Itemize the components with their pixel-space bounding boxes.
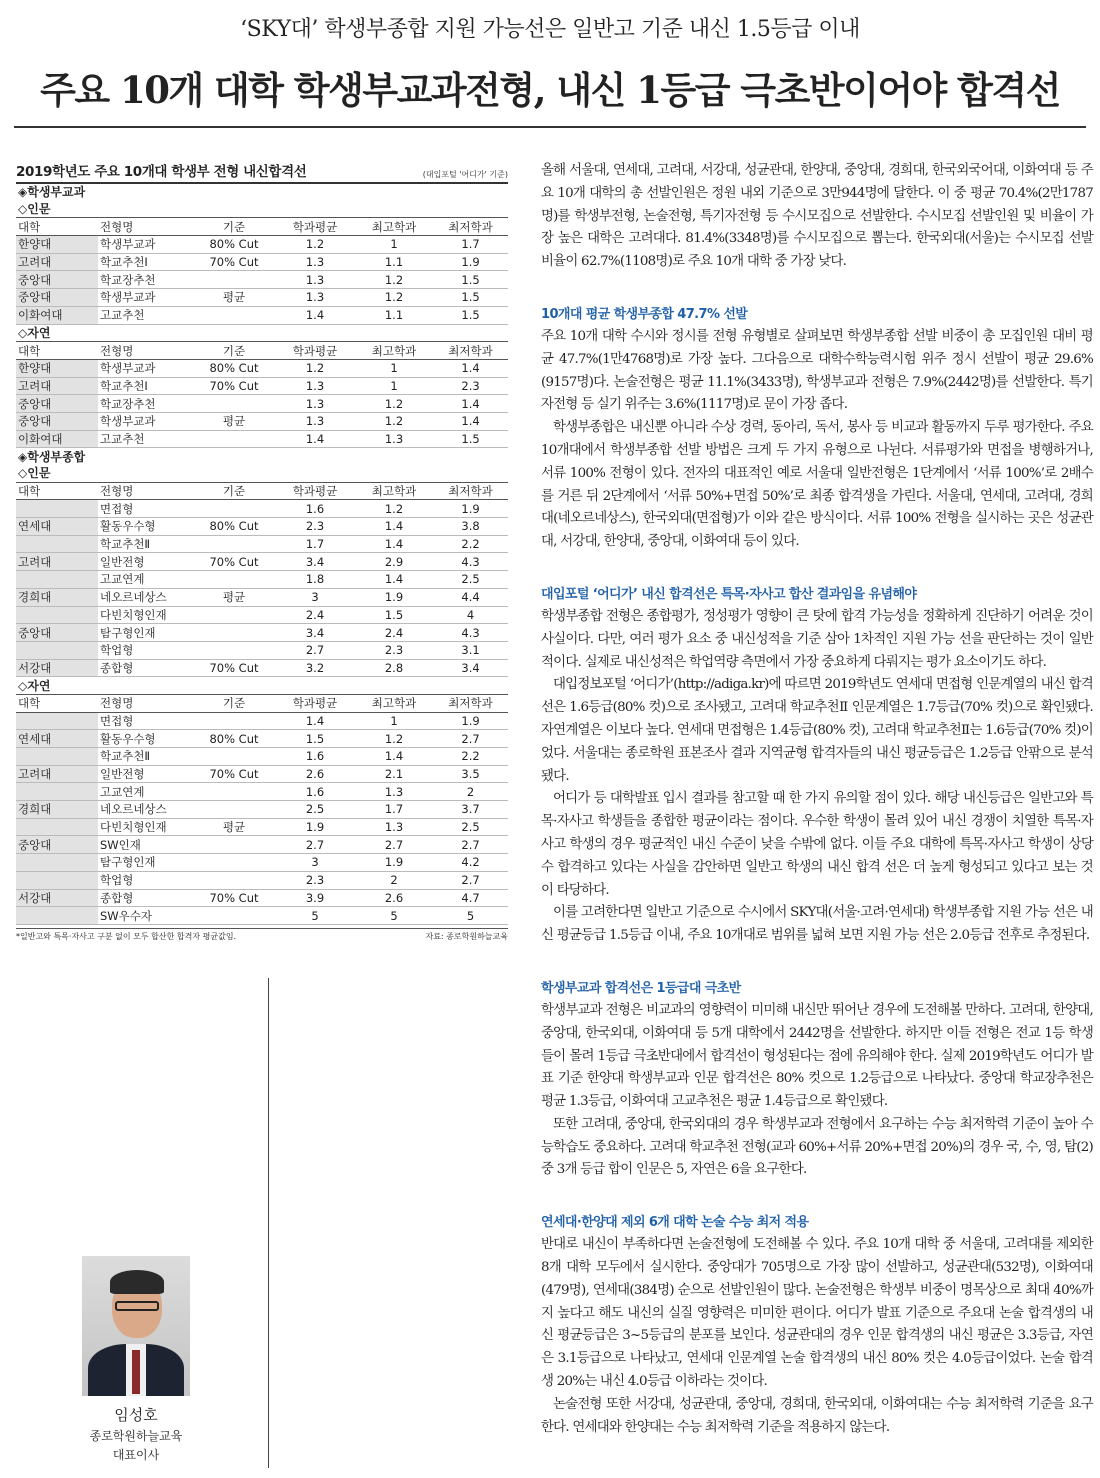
average-cell: 1.6 [275,748,355,766]
criterion-cell: 80% Cut [193,730,275,748]
article-paragraph: 논술전형 또한 서강대, 성균관대, 중앙대, 경희대, 한국외대, 이화여대는 수능 최저학력 기준을 요구한다. 연세대와 한양대는 수능 최저학력 기준을 적용하지 않는다. [541,1396,1093,1435]
university-cell [16,571,98,589]
university-cell [16,748,98,766]
criterion-cell [193,395,275,413]
table-row [16,518,508,536]
criterion-cell: 평균 [193,818,275,836]
criterion-cell: 평균 [193,412,275,430]
track-cell: 학생부교과 [98,412,193,430]
column-header: 전형명 [98,218,193,236]
university-cell: 한양대 [16,359,98,377]
table-row [16,659,508,677]
lowest-cell: 1.9 [433,500,508,518]
highest-cell: 2.1 [355,765,433,783]
column-header: 최고학과 [355,694,433,712]
headline-main: 주요 10개 대학 학생부교과전형, 내신 1등급 극초반이어야 합격선 [40,68,1060,112]
author-name: 임성호 [114,1406,158,1424]
column-header: 최저학과 [433,482,508,500]
average-cell: 3.9 [275,889,355,907]
highest-cell: 2.6 [355,889,433,907]
track-cell: 고교연계 [98,783,193,801]
article-subheading: 대입포털 ‘어디가’ 내신 합격선은 특목·자사고 합산 결과임을 유념해야 [541,586,917,602]
group-row [16,324,508,342]
university-cell: 중앙대 [16,271,98,289]
highest-cell: 1.9 [355,854,433,872]
column-header: 전형명 [98,482,193,500]
group-row [16,465,508,482]
lowest-cell: 2.5 [433,571,508,589]
column-header: 학과평균 [275,342,355,360]
highest-cell: 1.9 [355,588,433,606]
track-cell: SW인재 [98,836,193,854]
highest-cell: 5 [355,907,433,925]
highest-cell: 2 [355,871,433,889]
lowest-cell: 1.4 [433,412,508,430]
criterion-cell [193,907,275,925]
lowest-cell: 4.3 [433,553,508,571]
headline-sub: ‘SKY대’ 학생부종합 지원 가능선은 일반고 기준 내신 1.5등급 이내 [240,17,860,42]
criterion-cell [193,271,275,289]
criterion-cell: 80% Cut [193,359,275,377]
column-header: 학과평균 [275,218,355,236]
average-cell: 1.9 [275,818,355,836]
article-paragraph: 학생부교과 전형은 비교과의 영향력이 미미해 내신만 뛰어난 경우에 도전해볼 만하다. 고려대, 한양대, 중앙대, 한국외대, 이화여대 등 5개 대학에서 2442명을 선발한다. 하지만 이들 전형은 전교 1등 학생들이 몰려 1등급 극초반대에서 합격선이 형성된다는 점에 유의해야 한다. 실제 2019학년도 어디가 발표 기준 한양대 학생부교과 인문 합격선은 80% 컷으로 1.2등급으로 나타났다. 중앙대 학교장추천은 평균 1.3등급, 이화여대 고교추천은 평균 1.4등급으로 확인됐다. [541,1002,1093,1110]
lowest-cell: 4.3 [433,624,508,642]
section-row [16,448,508,465]
table-row [16,271,508,289]
track-cell: 학교추천Ⅰ [98,253,193,271]
track-cell: 일반전형 [98,553,193,571]
track-cell: 학생부교과 [98,359,193,377]
lowest-cell: 1.5 [433,306,508,324]
criterion-cell: 70% Cut [193,253,275,271]
table-row [16,712,508,730]
table-row [16,289,508,307]
article-subheading: 10개대 평균 학생부종합 47.7% 선발 [541,306,748,322]
average-cell: 1.3 [275,412,355,430]
author-title: 대표이사 [112,1448,160,1462]
university-cell: 연세대 [16,518,98,536]
track-cell: 다빈치형인재 [98,606,193,624]
highest-cell: 1.3 [355,783,433,801]
table-row [16,748,508,766]
track-cell: 학생부교과 [98,236,193,254]
criterion-cell [193,801,275,819]
lowest-cell: 2.7 [433,871,508,889]
university-cell: 경희대 [16,588,98,606]
article-paragraph: 이를 고려한다면 일반고 기준으로 수시에서 SKY대(서울·고려·연세대) 학생부종합 지원 가능 선은 내신 평균등급 1.5등급 이내, 주요 10개대로 범위를 넓혀 보면 지원 가능 선은 2.0등급 전후로 추정된다. [541,905,1093,944]
criterion-cell [193,783,275,801]
highest-cell: 1.4 [355,535,433,553]
highest-cell: 1.5 [355,606,433,624]
table-row [16,641,508,659]
column-header: 최고학과 [355,482,433,500]
table-row [16,236,508,254]
criterion-cell [193,500,275,518]
average-cell: 2.7 [275,836,355,854]
table-row [16,854,508,872]
university-cell [16,712,98,730]
track-cell: 면접형 [98,712,193,730]
lowest-cell: 2.2 [433,535,508,553]
section-label: ◈학생부종합 [18,449,86,464]
column-header: 학과평균 [275,694,355,712]
column-header: 최저학과 [433,218,508,236]
group-row [16,677,508,695]
group-label: ◇인문 [18,466,51,481]
lowest-cell: 2.2 [433,748,508,766]
university-cell [16,641,98,659]
table-row [16,624,508,642]
track-cell: 학교추천Ⅱ [98,535,193,553]
track-cell: 고교연계 [98,571,193,589]
article-body [541,160,1093,1439]
column-header: 최저학과 [433,342,508,360]
track-cell: 다빈치형인재 [98,818,193,836]
article-subheading: 학생부교과 합격선은 1등급대 극초반 [541,980,741,996]
university-cell: 연세대 [16,730,98,748]
university-cell [16,500,98,518]
lowest-cell: 4.7 [433,889,508,907]
average-cell: 1.2 [275,236,355,254]
highest-cell: 2.4 [355,624,433,642]
lowest-cell: 3.7 [433,801,508,819]
lowest-cell: 3.8 [433,518,508,536]
table-row [16,889,508,907]
track-cell: 학교장추천 [98,271,193,289]
average-cell: 1.3 [275,271,355,289]
university-cell: 고려대 [16,377,98,395]
table-credit: 자료: 종로학원하늘교육 [425,931,508,941]
university-cell: 경희대 [16,801,98,819]
average-cell: 1.4 [275,306,355,324]
column-header: 전형명 [98,342,193,360]
column-header: 대학 [16,482,98,500]
university-cell: 서강대 [16,659,98,677]
lowest-cell: 1.4 [433,359,508,377]
table-source-note: (대입포털 '어디가' 기준) [422,170,508,179]
column-header: 대학 [16,342,98,360]
track-cell: 네오르네상스 [98,588,193,606]
criterion-cell: 평균 [193,289,275,307]
university-cell [16,854,98,872]
track-cell: SW우수자 [98,907,193,925]
criterion-cell [193,430,275,448]
article-subheading: 연세대·한양대 제외 6개 대학 논술 수능 최저 적용 [541,1215,809,1231]
average-cell: 1.3 [275,395,355,413]
column-header: 최고학과 [355,342,433,360]
header-row [16,694,508,712]
section-label: ◈학생부교과 [18,185,86,200]
average-cell: 3 [275,854,355,872]
track-cell: 종합형 [98,659,193,677]
table-row [16,571,508,589]
column-header: 학과평균 [275,482,355,500]
header-row [16,218,508,236]
average-cell: 1.6 [275,783,355,801]
average-cell: 2.3 [275,871,355,889]
university-cell [16,871,98,889]
average-cell: 1.3 [275,289,355,307]
table-row [16,359,508,377]
criterion-cell: 70% Cut [193,889,275,907]
average-cell: 1.4 [275,712,355,730]
table-body [16,184,508,924]
column-header: 기준 [193,482,275,500]
table-row [16,606,508,624]
highest-cell: 2.9 [355,553,433,571]
criterion-cell [193,836,275,854]
average-cell: 3 [275,588,355,606]
lowest-cell: 4 [433,606,508,624]
average-cell: 1.7 [275,535,355,553]
table-row [16,783,508,801]
article-paragraph: 주요 10개 대학 수시와 정시를 전형 유형별로 살펴보면 학생부종합 선발 비중이 총 모집인원 대비 평균 47.7%(1만4768명)로 가장 높다. 그다음으로 대학수학능력시험 위주 정시 선발이 평균 29.6%(9157명)다. 논술전형은 평균 11.1%(3433명), 학생부교과 전형은 7.9%(2442명)를 선발한다. 특기자전형 등 실기 위주는 3.6%(1117명)로 문이 가장 좁다. [541,328,1093,413]
admission-table-block [16,160,508,942]
highest-cell: 1 [355,712,433,730]
highest-cell: 1 [355,377,433,395]
table-row [16,500,508,518]
average-cell: 1.2 [275,359,355,377]
group-label: ◇인문 [18,202,51,217]
column-header: 기준 [193,342,275,360]
track-cell: 탐구형인재 [98,624,193,642]
highest-cell: 1.4 [355,571,433,589]
criterion-cell [193,641,275,659]
table-row [16,801,508,819]
track-cell: 학교추천Ⅰ [98,377,193,395]
article-paragraph: 학생부종합은 내신뿐 아니라 수상 경력, 동아리, 독서, 봉사 등 비교과 활동까지 두루 평가한다. 주요 10개대에서 학생부종합 선발 방법은 크게 두 가지 유형으로 나뉜다. 서류평가와 면접을 병행하거나, 서류 100% 전형이 있다. 전자의 대표적인 예로 서울대 일반전형은 1단계에서 ‘서류 100%’로 2배수를 거른 뒤 2단계에서 ‘서류 50%+면접 50%’로 최종 합격생을 가린다. 서울대, 연세대, 고려대, 경희대(네오르네상스), 한국외대(면접형)가 이와 같은 방식이다. 서류 100% 전형을 실시하는 곳은 성균관대, 서강대, 한양대, 중앙대, 이화여대 등이 있다. [541,420,1093,550]
track-cell: 학교장추천 [98,395,193,413]
lowest-cell: 3.4 [433,659,508,677]
university-cell: 이화여대 [16,306,98,324]
lowest-cell: 1.5 [433,271,508,289]
article-paragraph: 어디가 등 대학발표 입시 결과를 참고할 때 한 가지 유의할 점이 있다. 해당 내신등급은 일반고와 특목·자사고 학생들을 종합한 평균이라는 점이다. 우수한 학생이 몰려 있어 내신 경쟁이 치열한 특목·자사고 학생의 경우 평균적인 내신 수준이 낮을 수밖에 없다. 이들 주요 대학에 특목·자사고 학생이 상당수 합격하고 있다는 사실을 감안하면 일반고 학생의 내신 합격 선은 더 높게 형성되고 있다고 보는 것이 타당하다. [541,791,1093,898]
article-paragraph: 올해 서울대, 연세대, 고려대, 서강대, 성균관대, 한양대, 중앙대, 경희대, 한국외국어대, 이화여대 등 주요 10개 대학의 총 선발인원은 정원 내외 기준으로 3만944명에 달한다. 이 중 평균 70.4%(2만1787명)를 학생부전형, 논술전형, 특기자전형 등 수시모집으로 선발한다. 수시모집 선발인원 및 비율이 가장 높은 대학은 고려대다. 81.4%(3348명)를 수시모집으로 뽑는다. 한국외대(서울)는 수시모집 선발 비율이 62.7%(1108명)로 주요 10개 대학 중 가장 낮다. [541,163,1093,270]
highest-cell: 1 [355,359,433,377]
lowest-cell: 1.5 [433,430,508,448]
average-cell: 2.3 [275,518,355,536]
article-paragraph: 반대로 내신이 부족하다면 논술전형에 도전해볼 수 있다. 주요 10개 대학 중 서울대, 고려대를 제외한 8개 대학 모두에서 실시한다. 중앙대가 705명으로 가장 많이 선발하고, 성균관대(532명), 이화여대(479명), 연세대(384명) 순으로 선발인원이 많다. 논술전형은 학생부 비중이 명목상으로 최대 40%까지 높다고 해도 내신의 실질 영향력은 미미한 편이다. 어디가 발표 기준으로 주요대 논술 합격생의 내신 평균등급은 3~5등급의 분포를 보인다. 성균관대의 경우 인문 합격생의 내신 평균은 3.3등급, 자연은 3.1등급으로 나타났고, 연세대 인문계열 논술 합격생의 내신 80% 컷은 4.0등급이었다. 논술 합격생 20%는 내신 4.0등급 이하라는 것이다. [541,1237,1093,1390]
average-cell: 2.7 [275,641,355,659]
university-cell: 고려대 [16,553,98,571]
university-cell: 중앙대 [16,836,98,854]
lowest-cell: 2 [433,783,508,801]
track-cell: 탐구형인재 [98,854,193,872]
university-cell: 중앙대 [16,412,98,430]
article-paragraph: 대입정보포털 ‘어디가’(http://adiga.kr)에 따르면 2019학년도 연세대 면접형 인문계열의 내신 합격선은 1.6등급(80% 컷)으로 조사됐고, 고려대 학교추천Ⅱ 인문계열은 1.7등급(70% 컷)으로 확인됐다. 자연계열은 이보다 높다. 연세대 면접형은 1.4등급(80% 컷), 고려대 학교추천Ⅱ는 1.6등급(70% 컷)이었다. 서울대는 종로학원 표본조사 결과 지역균형 합격자들의 내신 평균등급은 1.2등급 안팎으로 분석됐다. [541,677,1093,784]
criterion-cell [193,306,275,324]
track-cell: 학생부교과 [98,289,193,307]
group-row [16,201,508,218]
track-cell: 면접형 [98,500,193,518]
column-header: 최저학과 [433,694,508,712]
highest-cell: 1.2 [355,412,433,430]
average-cell: 2.6 [275,765,355,783]
highest-cell: 1.7 [355,801,433,819]
track-cell: 학교추천Ⅱ [98,748,193,766]
author-org: 종로학원하늘교육 [89,1429,183,1443]
lowest-cell: 5 [433,907,508,925]
university-cell [16,783,98,801]
criterion-cell: 70% Cut [193,377,275,395]
highest-cell: 1.3 [355,818,433,836]
criterion-cell [193,871,275,889]
university-cell: 중앙대 [16,395,98,413]
lowest-cell: 4.4 [433,588,508,606]
track-cell: 일반전형 [98,765,193,783]
table-row [16,818,508,836]
lowest-cell: 1.9 [433,712,508,730]
highest-cell: 1.4 [355,748,433,766]
table-row [16,836,508,854]
headline-divider [14,126,1086,128]
university-cell [16,535,98,553]
criterion-cell [193,854,275,872]
section-row [16,184,508,201]
table-row [16,553,508,571]
criterion-cell [193,624,275,642]
highest-cell: 1.2 [355,289,433,307]
article-paragraph: 또한 고려대, 중앙대, 한국외대의 경우 학생부교과 전형에서 요구하는 수능 최저학력 기준이 높아 수능학습도 중요하다. 고려대 학교추천 전형(교과 60%+서류 20%+면접 20%)의 경우 국, 수, 영, 탐(2) 중 3개 등급 합이 인문은 5, 자연은 6을 요구한다. [541,1116,1093,1178]
lowest-cell: 1.7 [433,236,508,254]
group-label: ◇자연 [18,325,51,340]
highest-cell: 1 [355,236,433,254]
highest-cell: 1.1 [355,253,433,271]
column-header: 기준 [193,694,275,712]
table-row [16,765,508,783]
average-cell: 1.6 [275,500,355,518]
criterion-cell: 평균 [193,588,275,606]
lowest-cell: 1.4 [433,395,508,413]
highest-cell: 2.7 [355,836,433,854]
table-row [16,412,508,430]
lowest-cell: 2.5 [433,818,508,836]
university-cell: 서강대 [16,889,98,907]
table-row [16,395,508,413]
lowest-cell: 4.2 [433,854,508,872]
column-divider [268,978,269,1468]
track-cell: 활동우수형 [98,730,193,748]
university-cell: 이화여대 [16,430,98,448]
table-row [16,306,508,324]
university-cell: 고려대 [16,253,98,271]
average-cell: 3.2 [275,659,355,677]
average-cell: 2.4 [275,606,355,624]
criterion-cell: 80% Cut [193,236,275,254]
university-cell [16,907,98,925]
average-cell: 1.4 [275,430,355,448]
university-cell [16,606,98,624]
highest-cell: 1.2 [355,500,433,518]
criterion-cell [193,571,275,589]
track-cell: 종합형 [98,889,193,907]
highest-cell: 2.8 [355,659,433,677]
lowest-cell: 1.9 [433,253,508,271]
lowest-cell: 2.7 [433,836,508,854]
criterion-cell: 80% Cut [193,518,275,536]
average-cell: 1.5 [275,730,355,748]
criterion-cell [193,712,275,730]
average-cell: 2.5 [275,801,355,819]
table-row [16,430,508,448]
university-cell: 고려대 [16,765,98,783]
criterion-cell: 70% Cut [193,553,275,571]
header-row [16,342,508,360]
average-cell: 3.4 [275,553,355,571]
highest-cell: 1.1 [355,306,433,324]
column-header: 전형명 [98,694,193,712]
average-cell: 1.3 [275,253,355,271]
table-footnote: *일반고와 특목·자사고 구분 없이 모두 합산한 합격자 평균값임. [16,931,237,941]
criterion-cell [193,748,275,766]
average-cell: 1.8 [275,571,355,589]
average-cell: 1.3 [275,377,355,395]
university-cell [16,818,98,836]
table-footer [16,928,508,942]
group-label: ◇자연 [18,678,51,693]
column-header: 대학 [16,218,98,236]
table-row [16,871,508,889]
lowest-cell: 3.5 [433,765,508,783]
column-header: 기준 [193,218,275,236]
track-cell: 학업형 [98,871,193,889]
track-cell: 네오르네상스 [98,801,193,819]
table-row [16,588,508,606]
highest-cell: 1.2 [355,730,433,748]
column-header: 대학 [16,694,98,712]
table-row [16,377,508,395]
highest-cell: 2.3 [355,641,433,659]
column-header: 최고학과 [355,218,433,236]
table-row [16,907,508,925]
admission-table [16,184,508,925]
criterion-cell [193,606,275,624]
lowest-cell: 2.7 [433,730,508,748]
university-cell: 중앙대 [16,289,98,307]
lowest-cell: 2.3 [433,377,508,395]
highest-cell: 1.2 [355,271,433,289]
criterion-cell [193,535,275,553]
table-row [16,253,508,271]
average-cell: 3.4 [275,624,355,642]
table-title-row [16,160,508,184]
criterion-cell: 70% Cut [193,765,275,783]
average-cell: 5 [275,907,355,925]
highest-cell: 1.4 [355,518,433,536]
lowest-cell: 3.1 [433,641,508,659]
highest-cell: 1.3 [355,430,433,448]
track-cell: 학업형 [98,641,193,659]
criterion-cell: 70% Cut [193,659,275,677]
highest-cell: 1.2 [355,395,433,413]
university-cell: 중앙대 [16,624,98,642]
track-cell: 활동우수형 [98,518,193,536]
track-cell: 고교추천 [98,306,193,324]
header-row [16,482,508,500]
lowest-cell: 1.5 [433,289,508,307]
track-cell: 고교추천 [98,430,193,448]
table-title: 2019학년도 주요 10개대 학생부 전형 내신합격선 [16,164,307,180]
table-row [16,730,508,748]
university-cell: 한양대 [16,236,98,254]
table-row [16,535,508,553]
author-photo [82,1256,190,1396]
article-paragraph: 학생부종합 전형은 종합평가, 정성평가 영향이 큰 탓에 합격 가능성을 정확하게 진단하기 어려운 것이 사실이다. 다만, 여러 평가 요소 중 내신성적을 기준 삼아 1차적인 지원 가능 선을 판단하는 것이 일반적이다. 실제로 내신성적은 학업역량 측면에서 가장 중요하게 다뤄지는 평가 요소이기도 하다. [541,608,1093,670]
